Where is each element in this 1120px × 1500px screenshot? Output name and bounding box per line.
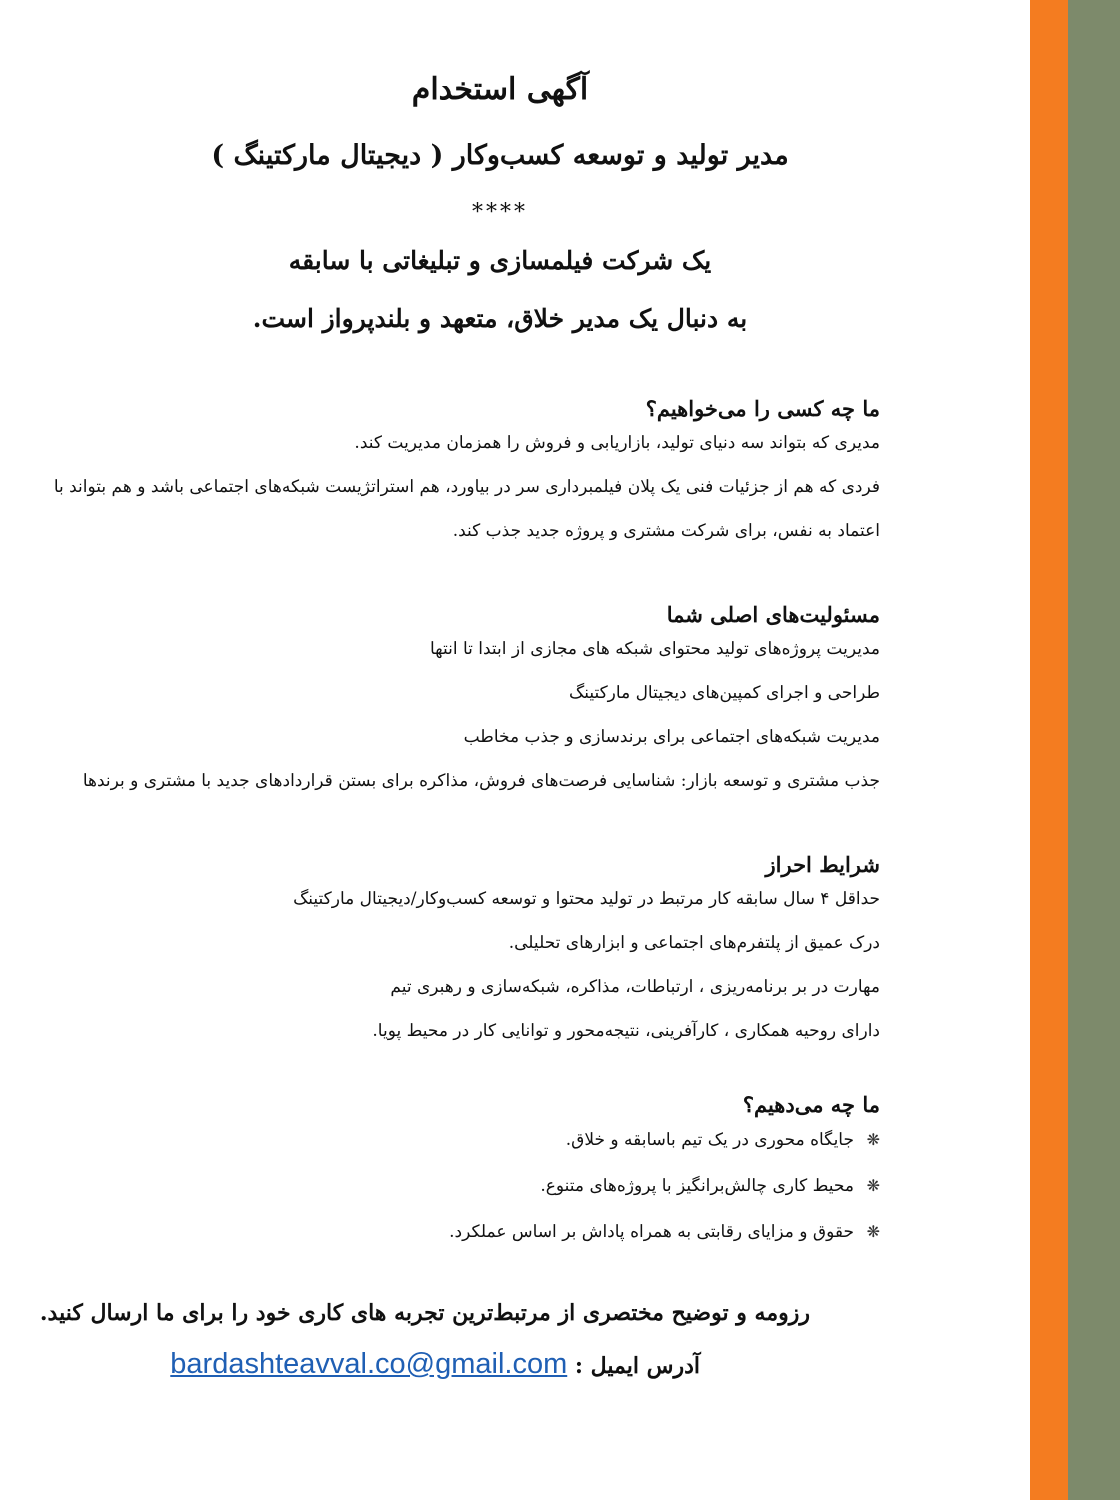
section-responsibilities [0,602,880,803]
orange-side-stripe [1030,0,1068,1500]
offer-item-text: حقوق و مزایای رقابتی به همراه پاداش بر اساس عملکرد. [449,1222,854,1242]
separator: **** [472,200,528,225]
who-line: فردی که هم از جزئیات فنی یک پلان فیلمبرداری سر در بیاورد، هم استراتژیست شبکه‌های اجتماعی باشد و هم بتواند با [53,477,880,497]
call-to-action: رزومه و توضیح مختصری از مرتبط‌ترین تجربه های کاری خود را برای ما ارسال کنید. [39,1300,810,1326]
section-offer [0,1092,880,1255]
intro-line-1: یک شرکت فیلمسازی و تبلیغاتی با سابقه [288,246,712,275]
offer-item [0,1117,880,1163]
section-offer-title: ما چه می‌دهیم؟ [742,1092,880,1117]
job-position-title: مدیر تولید و توسعه کسب‌وکار ( دیجیتال مارکتینگ ) [211,140,789,171]
email-label: آدرس ایمیل : [574,1353,700,1379]
requirement-item: مهارت در بر برنامه‌ریزی ، ارتباطات، مذاکره، شبکه‌سازی و رهبری تیم [390,977,880,997]
offer-item [0,1163,880,1209]
page-title: آگهی استخدام [411,72,589,107]
responsibility-item: طراحی و اجرای کمپین‌های دیجیتال مارکتینگ [568,683,880,703]
email-link[interactable]: bardashteavval.co@gmail.com [170,1348,568,1380]
offer-item-text: جایگاه محوری در یک تیم باسابقه و خلاق. [565,1130,854,1150]
section-requirements-title: شرایط احراز [765,852,880,877]
section-who [0,396,880,553]
responsibility-item: مدیریت پروژه‌های تولید محتوای شبکه های مجازی از ابتدا تا انتها [429,639,880,659]
section-requirements [0,852,880,1053]
responsibility-item: جذب مشتری و توسعه بازار: شناسایی فرصت‌های فروش، مذاکره برای بستن قراردادهای جدید با مشتری و برندها [82,771,880,791]
gray-side-stripe [1068,0,1120,1500]
responsibility-item: مدیریت شبکه‌های اجتماعی برای برندسازی و جذب مخاطب [463,727,880,747]
offer-item-text: محیط کاری چالش‌برانگیز با پروژه‌های متنوع. [540,1176,854,1196]
who-line: مدیری که بتواند سه دنیای تولید، بازاریابی و فروش را همزمان مدیریت کند. [354,433,880,453]
intro-line-2: به دنبال یک مدیر خلاق، متعهد و بلندپرواز است. [252,304,748,333]
email-line [0,1348,700,1381]
section-responsibilities-title: مسئولیت‌های اصلی شما [666,602,880,627]
who-line: اعتماد به نفس، برای شرکت مشتری و پروژه جدید جذب کند. [452,521,880,541]
asterisk-bullet-icon: ❋ [866,1222,880,1241]
requirement-item: حداقل ۴ سال سابقه کار مرتبط در تولید محتوا و توسعه کسب‌وکار/دیجیتال مارکتینگ [293,889,880,909]
requirement-item: دارای روحیه همکاری ، کارآفرینی، نتیجه‌محور و توانایی کار در محیط پویا. [372,1021,880,1041]
offer-item [0,1209,880,1255]
section-who-title: ما چه کسی را می‌خواهیم؟ [645,396,880,421]
asterisk-bullet-icon: ❋ [866,1176,880,1195]
requirement-item: درک عمیق از پلتفرم‌های اجتماعی و ابزارهای تحلیلی. [508,933,880,953]
asterisk-bullet-icon: ❋ [866,1130,880,1149]
